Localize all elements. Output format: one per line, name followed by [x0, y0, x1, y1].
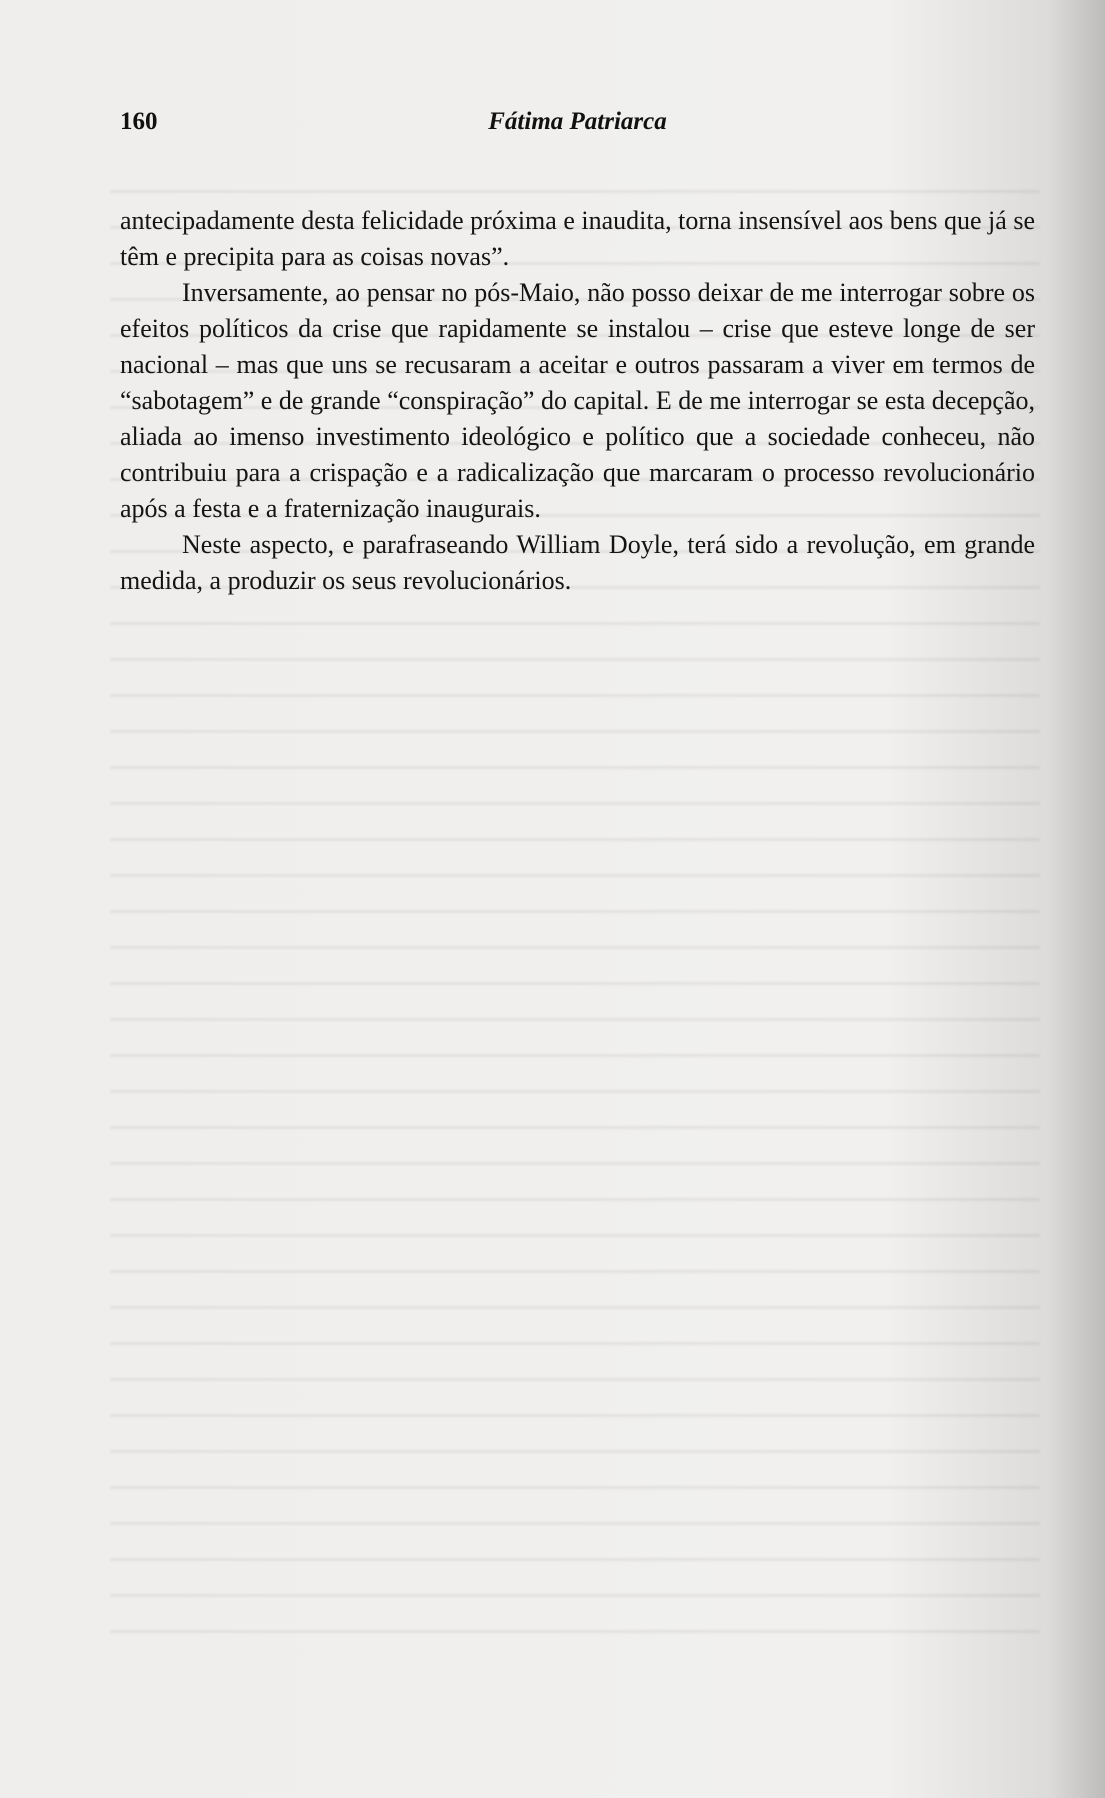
- body-text: [120, 203, 1035, 599]
- paragraph-continuation: antecipadamente desta felicidade próxima e inaudita, torna insensível aos bens que já se têm e precipita para as coisas novas”.: [120, 206, 1035, 271]
- paragraph: Inversamente, ao pensar no pós-Maio, não posso deixar de me interrogar sobre os efeitos políticos da crise que rapidamente se instalou – crise que esteve longe de ser nacional – mas que uns se recusaram a aceitar e outros passaram a viver em termos de “sabotagem” e de grande “conspiração” do capital. E de me interrogar se esta decepção, aliada ao imenso investimento ideológico e político que a sociedade conheceu, não contribuiu para a crispação e a radicalização que marcaram o processo revolucionário após a festa e a fraternização inaugurais.: [120, 278, 1035, 523]
- paragraph: Neste aspecto, e parafraseando William Doyle, terá sido a revolução, em grande medida, a produzir os seus revolucionários.: [120, 530, 1035, 595]
- page-header: [120, 108, 1035, 148]
- running-title: Fátima Patriarca: [488, 108, 667, 135]
- page-number: 160: [120, 108, 158, 135]
